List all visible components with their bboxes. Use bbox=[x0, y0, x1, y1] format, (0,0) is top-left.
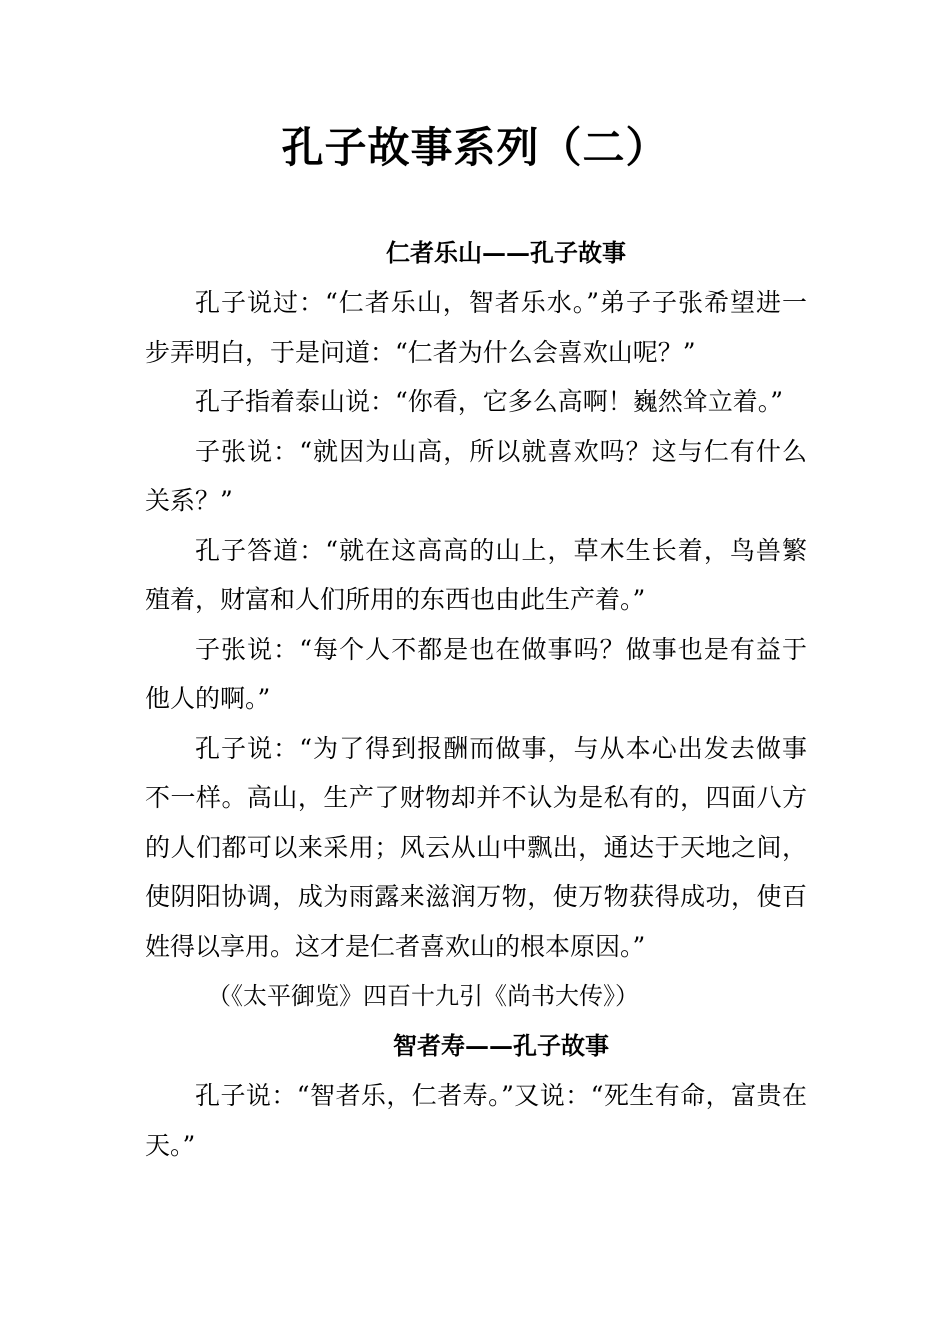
paragraph: 孔子说：“智者乐，仁者寿。”又说：“死生有命，富贵在天。” bbox=[145, 1081, 807, 1160]
document-body bbox=[145, 228, 807, 1170]
paragraph: 子张说：“每个人不都是也在做事吗？做事也是有益于他人的啊。” bbox=[145, 634, 807, 713]
paragraph: 子张说：“就因为山高，所以就喜欢吗？这与仁有什么关系？” bbox=[145, 436, 807, 515]
paragraph: 孔子指着泰山说：“你看，它多么高啊！巍然耸立着。” bbox=[195, 387, 784, 416]
source-citation: （《太平御览》四百十九引《尚书大传》） bbox=[207, 982, 639, 1010]
paragraph: 孔子答道：“就在这高高的山上，草木生长着，鸟兽繁殖着，财富和人们所用的东西也由此生产着。” bbox=[145, 535, 807, 614]
paragraph: 孔子说过：“仁者乐山，智者乐水。”弟子子张希望进一步弄明白，于是问道：“仁者为什么会喜欢山呢？” bbox=[145, 288, 807, 367]
paragraph: 孔子说：“为了得到报酬而做事，与从本心出发去做事不一样。高山，生产了财物却并不认为是私有的，四面八方的人们都可以来采用；风云从山中飘出，通达于天地之间，使阴阳协调，成为雨露来滋润万物，使万物获得成功，使百姓得以享用。这才是仁者喜欢山的根本原因。” bbox=[145, 733, 807, 961]
section-heading-zhi-zhe-shou: 智者寿——孔子故事 bbox=[393, 1031, 609, 1060]
section-heading-ren-zhe-le-shan: 仁者乐山——孔子故事 bbox=[386, 238, 626, 267]
document-title: 孔子故事系列（二） bbox=[281, 123, 669, 172]
